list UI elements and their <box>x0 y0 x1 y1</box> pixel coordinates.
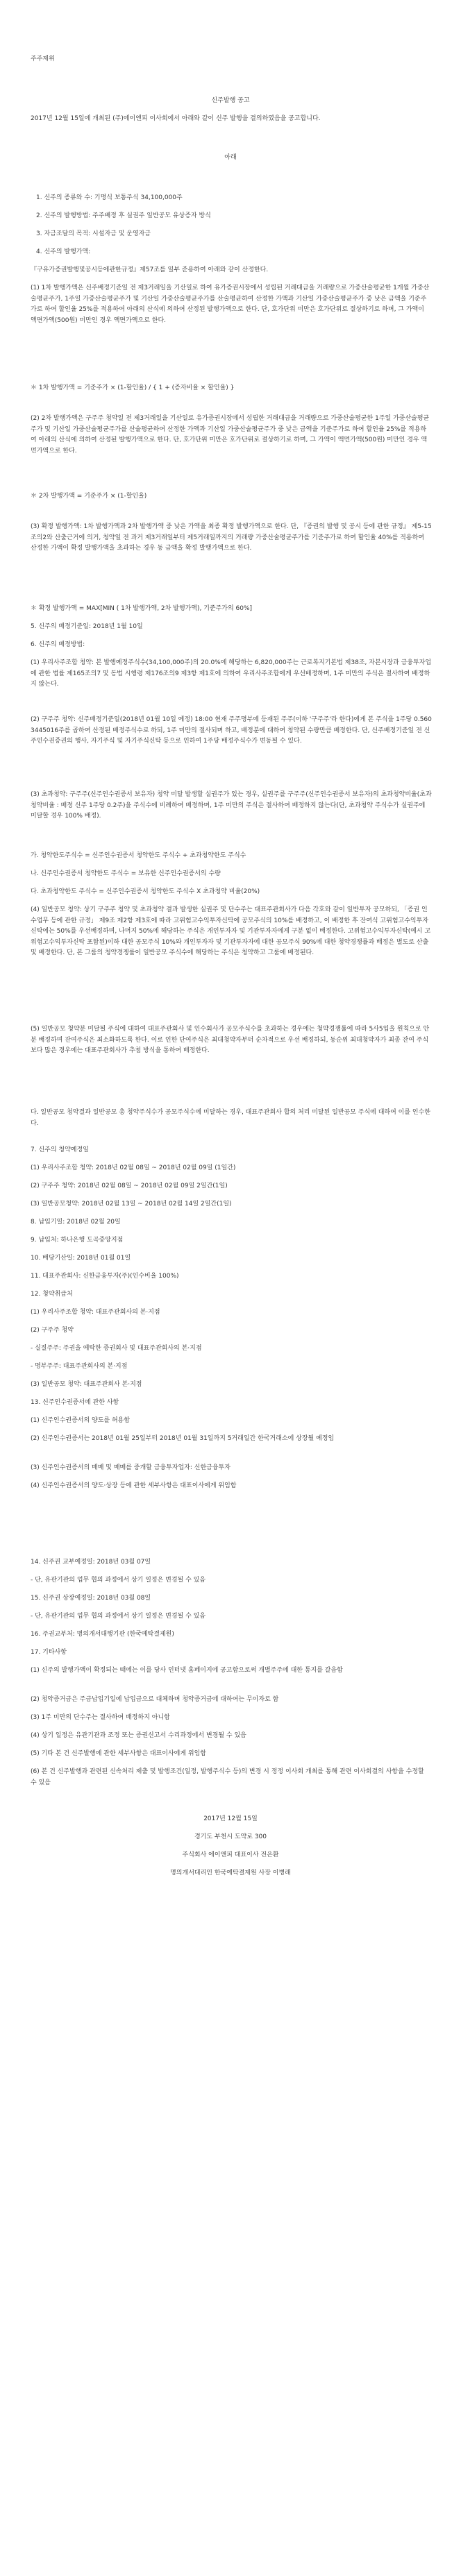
notice-date: 2017년 12월 15일 <box>203 1815 258 1822</box>
item-15-note: - 단, 유관기관의 업무 협의 과정에서 상기 일정은 변경될 수 있음 <box>31 1613 206 1620</box>
item-4: 4. 신주의 발행가액: <box>36 248 91 255</box>
item-6-para-6: 다. 일반공모 청약결과 일반공모 총 청약주식수가 공모주식수에 미달하는 경우, 대표주관회사 합의 처리 미달된 일반공모 주식에 대하여 이를 인수한다. <box>31 1109 430 1127</box>
intro-paragraph: 2017년 12월 15일에 개최된 (주)에이앤피 이사회에서 아래와 같이 신주 발행을 결의하였음을 공고합니다. <box>31 115 321 122</box>
item-16: 16. 주권교부처: 명의개서대행기관 (한국예탁결제원) <box>31 1631 174 1638</box>
item-5: 5. 신주의 배정기준일: 2018년 1월 10일 <box>31 623 143 630</box>
item-13-line-2: (2) 신주인수권증서는 2018년 01월 25일부터 2018년 01월 31일까지 5거래일간 한국거래소에 상장될 예정임 <box>31 1435 335 1442</box>
item-13-line-1: (1) 신주인수권증서의 양도를 허용함 <box>31 1417 131 1424</box>
item-8: 8. 납입기일: 2018년 02월 20일 <box>31 1219 121 1226</box>
category-label: 주주제위 <box>31 56 55 62</box>
item-12: 12. 청약취급처 <box>31 1291 73 1298</box>
below-heading: 아래 <box>224 154 237 161</box>
item-6-para-5: (5) 일반공모 청약분 미달될 주식에 대하여 대표주관회사 및 인수회사가 공모주식수를 초과하는 경우에는 청약경쟁률에 따라 5사5입을 원칙으로 안분 배정하며 잔여주식은 최소화하도록 한다. 이로 인한 단여주식은 최대청약자부터 순차적으로 우선 배정하되, 동순위 최대청약자가 최종 잔여 주식보다 많은 경우에는 대표주관회사가 추첨 방식을 통하여 배정한다. <box>31 1026 430 1054</box>
item-6-para-3: (3) 초과청약: 구주주(신주인수권증서 보유자) 청약 미달 발생할 실권주가 있는 경우, 실권주를 구주주(신주인수권증서 보유자)의 초과청약비율(초과청약비율 : 배정 신주 1주당 0.2주)을 주식수에 비례하여 배정하며, 1주 미만의 주식은 절사하여 배정하지 않는다(단, 초과청약 주식수가 실권주에 미달할 경우 100% 배정). <box>31 791 432 820</box>
item-10: 10. 배당기산일: 2018년 01월 01일 <box>31 1255 131 1262</box>
item-14: 14. 신주권 교부예정일: 2018년 03월 07일 <box>31 1559 151 1566</box>
transfer-agent: 명의개서대리인 한국예탁결제원 사장 이병래 <box>170 1870 291 1876</box>
formula-2: ＊ 2차 발행가액 = 기준주가 × (1-할인율) <box>31 493 147 500</box>
item-4-para-1: (1) 1차 발행가액은 신주배정기준일 전 제3거래일을 기산일로 하여 유가증권시장에서 성립된 거래대금을 거래량으로 가중산술평균한 1개월 가중산술평균주가, 1주일 가중산술평균주가 및 기산일 가중산술평균주가를 산술평균하여 산정한 가액과 기산일 가중산술평균주가 중 낮은 금액을 기준주가로 하여 할인율 25%를 적용하여 아래의 산식에 의하여 산정된 발행가액으로 한다. 단, 호가단위 미만은 호가단위로 절상하기로 하며, 그 가액이 액면가액(500원) 미만인 경우 액면가액으로 한다. <box>31 285 430 324</box>
item-7: 7. 신주의 청약예정일 <box>31 1146 89 1153</box>
item-13-line-3: (3) 신주인수권증서의 매매 및 매매를 중개할 금융투자업자: 신한금융투자 <box>31 1464 230 1471</box>
item-6-sub-da: 다. 초과청약한도 주식수 = 신주인수권증서 청약한도 주식수 X 초과청약 비율(20%) <box>31 888 260 895</box>
item-17-line-1: (1) 신주의 발행가액이 확정되는 때에는 이를 당사 인터넷 홈페이지에 공고함으로써 개별주주에 대한 통지를 갈음함 <box>31 1667 343 1674</box>
item-7-line-1: (1) 우리사주조합 청약: 2018년 02월 08일 ~ 2018년 02월 09일 (1일간) <box>31 1164 236 1171</box>
item-6: 6. 신주의 배정방법: <box>31 641 85 648</box>
item-6-sub-na: 나. 신주인수권증서 청약한도 주식수 = 보유한 신주인수권증서의 수량 <box>31 870 221 877</box>
company-address: 경기도 부천시 도약로 300 <box>194 1833 267 1840</box>
item-4-para-3: (3) 확정 발행가액: 1차 발행가액과 2차 발행가액 중 낮은 가액을 최종 확정 발행가액으로 한다. 단, 『증권의 발행 및 공시 등에 관한 규정』 제5-15조의2와 산출근거에 의거, 청약일 전 과거 제3거래일부터 제5거래일까지의 거래량 가중산술평균주가를 기준주가로 하여 할인율 40%를 적용하여 산정한 가액이 확정 발행가액을 초과하는 경우 동 금액을 확정 발행가액으로 한다. <box>31 523 432 552</box>
item-6-para-1: (1) 우리사주조합 청약: 본 발행예정주식수(34,100,000주)의 20.0%에 해당하는 6,820,000주는 근로복지기본법 제38조, 자본시장과 금융투자업에 관한 법률 제165조의7 및 동법 시행령 제176조의9 제3항 제1호에 의하여 우리사주조합에게 우선배정하며, 1주 미만의 주식은 절사하여 배정하지 않는다. <box>31 659 432 688</box>
item-13-line-4: (4) 신주인수권증서의 양도·상장 등에 관한 세부사항은 대표이사에게 위임함 <box>31 1482 237 1489</box>
item-12-line-2a: - 실질주주: 주권을 예탁한 증권회사 및 대표주관회사의 본·지점 <box>31 1345 202 1352</box>
item-12-line-2: (2) 구주주 청약 <box>31 1327 74 1334</box>
item-17-line-3: (3) 1주 미만의 단수주는 절사하여 배정하지 아니함 <box>31 1714 170 1721</box>
item-17-line-5: (5) 기타 본 건 신주발행에 관한 세부사항은 대표이사에게 위임함 <box>31 1750 206 1757</box>
item-12-line-1: (1) 우리사주조합 청약: 대표주관회사의 본·지점 <box>31 1309 160 1316</box>
item-6-para-4: (4) 일반공모 청약: 상기 구주주 청약 및 초과청약 결과 발생한 실권주 및 단수주는 대표주관회사가 다음 각호와 같이 일반투자 공모하되, 「증권 인수업무 등에 관한 규정」 제9조 제2항 제3호에 따라 고위험고수익투자신탁에 공모주식의 10%를 배정하고, 이 배정한 후 잔여식 고위험고수익투자신탁에는 50%를 우선배정하며, 나머지 50%에 해당하는 주식은 개인투자자 및 기관투자자에게 구분 없이 배정한다. 고위험고수익투자신탁(예시 고위험고수익투자신탁 포함된)이하 대한 공모주식 10%와 개인투자자 및 기관투자자에 대한 공모주식 90%에 대한 청약경쟁률과 배정은 별도로 산출 및 배정한다. 단, 본 그룹의 청약경쟁률이 일반공모 주식수에 해당하는 주식은 청약하고 그룹에 배정된다. <box>31 906 431 956</box>
item-7-line-3: (3) 일반공모청약: 2018년 02월 13일 ~ 2018년 02월 14일 2일간(1일) <box>31 1201 232 1208</box>
item-11: 11. 대표주관회사: 신한금융투자(주)(인수비율 100%) <box>31 1273 179 1280</box>
item-17: 17. 기타사항 <box>31 1649 67 1656</box>
formula-3: ＊ 확정 발행가액 = MAX[MIN ( 1차 발행가액, 2차 발행가액), 기준주가의 60%] <box>31 605 253 612</box>
item-2: 2. 신주의 발행방법: 주주배정 후 실권주 일반공모 유상증자 방식 <box>36 212 211 219</box>
item-6-para-2: (2) 구주주 청약: 신주배정기준일(2018년 01월 10일 예정) 18:00 현재 주주명부에 등재된 주주(이하 '구주주'라 한다)에게 본 주식을 1주당 0.5603445016주를 곱하여 산정된 배정주식수로 하되, 1주 미만의 절사되며 하고, 배정분에 대하여 청약된 수량만큼 배정한다. 단, 신주배정기준일 전 신주인수권증권의 행사, 자기주식 및 자기주식신탁 등으로 인하여 1주당 배정주식수가 변동될 수 있다. <box>31 716 432 745</box>
notice-title: 신주발행 공고 <box>211 97 250 104</box>
item-4-para-2: (2) 2차 발행가액은 구주주 청약일 전 제3거래일을 기산일로 유가증권시장에서 성립한 거래대금을 거래량으로 가중산술평균한 1주일 가중산술평균주가 및 기산일 가중산술평균주가를 산술평균하여 산정한 가액과 기산일 가중산술평균주가 중 낮은 금액을 기준주가로 하여 할인율 25%를 적용하여 아래의 산식에 의하여 산정된 발행가액으로 한다. 단, 호가단위 미만은 호가단위로 절상하기로 하며, 그 가액이 액면가액(500원) 미만인 경우 액면가액으로 한다. <box>31 415 430 455</box>
item-6-sub-ga: 가. 청약한도주식수 = 신주인수권증서 청약한도 주식수 + 초과청약한도 주식수 <box>31 852 246 859</box>
item-15: 15. 신주권 상장예정일: 2018년 03월 08일 <box>31 1595 151 1602</box>
formula-1: ＊ 1차 발행가액 = 기준주가 × (1-할인율) / { 1 + (증자비율 × 할인율) } <box>31 384 235 391</box>
item-4-reference: 『구유가증권발행및공시등에관한규정』제57조를 일부 준용하여 아래와 같이 산정한다. <box>31 266 269 273</box>
item-17-line-6: (6) 본 건 신주발행과 관련된 신속처리 제출 및 발행조건(일정, 발행주식수 등)의 변경 시 정정 이사회 개최를 통해 관련 이사회결의 사항을 수정할 수 있음 <box>31 1768 424 1786</box>
item-17-line-2: (2) 청약증거금은 주금납입기일에 납입금으로 대체하며 청약증거금에 대하여는 무이자로 함 <box>31 1696 279 1703</box>
item-17-line-4: (4) 상기 일정은 유관기관과 조정 또는 증권신고서 수리과정에서 변경될 수 있음 <box>31 1732 246 1739</box>
item-12-line-3: (3) 일반공모 청약: 대표주관회사 본·지점 <box>31 1381 142 1388</box>
company-representative: 주식회사 에이앤피 대표이사 전은환 <box>182 1852 279 1858</box>
item-7-line-2: (2) 구주주 청약: 2018년 02월 08일 ~ 2018년 02월 09일 2일간(1일) <box>31 1183 228 1189</box>
item-14-note: - 단, 유관기관의 업무 협의 과정에서 상기 일정은 변경될 수 있음 <box>31 1577 206 1584</box>
item-9: 9. 납입처: 하나은행 도곡중앙지점 <box>31 1237 124 1244</box>
item-1: 1. 신주의 종류와 수: 기명식 보통주식 34,100,000주 <box>36 194 183 201</box>
item-3: 3. 자금조달의 목적: 시설자금 및 운영자금 <box>36 230 151 237</box>
item-13: 13. 신주인수권증서에 관한 사항 <box>31 1399 119 1406</box>
item-12-line-2b: - 명부주주: 대표주관회사의 본·지점 <box>31 1363 128 1370</box>
